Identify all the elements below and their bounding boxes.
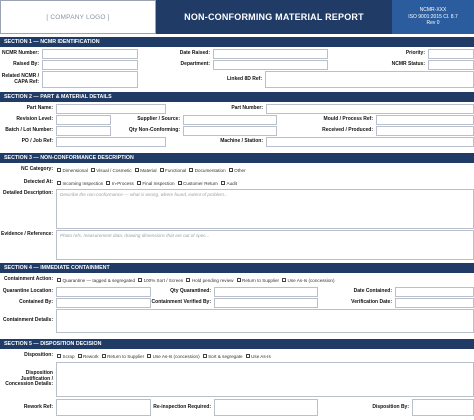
disposition-by-field[interactable] (412, 399, 474, 416)
reinspection-required-label: Re-inspection Required: (153, 403, 211, 410)
checkbox-icon (135, 168, 139, 172)
rework-ref-label: Rework Ref: (23, 403, 53, 410)
reinspection-required-field[interactable] (214, 399, 318, 416)
disposition-justification-field[interactable] (56, 362, 474, 397)
row-ncmr-number (0, 49, 474, 59)
received-produced-label: Received / Produced: (322, 127, 373, 134)
part-name-label: Part Name: (26, 105, 53, 112)
evidence-reference-field[interactable] (56, 230, 474, 260)
supplier-source-field[interactable] (183, 115, 277, 125)
detected-at-options (56, 178, 474, 188)
date-contained-label: Date Contained: (353, 288, 392, 295)
row-batch-lot (0, 126, 474, 136)
row-revision-level (0, 115, 474, 125)
containment-option-sort[interactable]: 100% Sort / Screen (138, 278, 183, 283)
checkbox-icon (237, 278, 241, 282)
revision: Rev 0 (426, 20, 440, 27)
row-raised-by (0, 60, 474, 70)
ncmr-status-field[interactable] (428, 60, 474, 70)
raised-by-label: Raised By: (13, 61, 39, 68)
received-produced-field[interactable] (376, 126, 474, 136)
nc-option-documentation[interactable]: Documentation (189, 168, 225, 173)
disposition-option-use-as-is-concession[interactable]: Use As-Is (concession) (147, 354, 199, 359)
part-name-field[interactable] (56, 104, 166, 114)
rework-ref-field[interactable] (56, 399, 151, 416)
ncmr-status-label: NCMR Status: (391, 61, 425, 68)
checkbox-icon (78, 354, 82, 358)
checkbox-icon (186, 278, 190, 282)
checkbox-icon (57, 181, 61, 185)
evidence-placeholder: Photo refs, measurement data, drawing dimensions that are out of spec... (60, 233, 210, 238)
containment-option-hold[interactable]: Hold pending review (186, 278, 233, 283)
checkbox-icon (137, 181, 141, 185)
nc-option-functional[interactable]: Functional (160, 168, 187, 173)
checkbox-icon (138, 278, 142, 282)
checkbox-icon (102, 354, 106, 358)
nc-option-visual[interactable]: Visual / Cosmetic (91, 168, 132, 173)
po-job-label: PO / Job Ref: (21, 138, 53, 145)
linked-8d-field[interactable] (265, 71, 474, 88)
row-rework-ref (0, 399, 474, 416)
checkbox-icon (57, 278, 61, 282)
checkbox-icon (106, 181, 110, 185)
department-field[interactable] (213, 60, 328, 70)
priority-label: Priority: (405, 50, 425, 57)
raised-by-field[interactable] (42, 60, 138, 70)
row-quarantine-location (0, 287, 474, 297)
row-part-name (0, 104, 474, 114)
iso-standard: ISO 9001:2015 Cl. 8.7 (408, 13, 458, 20)
qty-quarantined-field[interactable] (214, 287, 318, 297)
qty-quarantined-label: Qty Quarantined: (170, 288, 211, 295)
row-nc-category (0, 165, 474, 175)
mould-process-label: Mould / Process Ref: (323, 116, 373, 123)
revision-level-field[interactable] (56, 115, 111, 125)
date-raised-label: Date Raised: (179, 50, 210, 57)
qty-nonconforming-field[interactable] (183, 126, 277, 136)
quarantine-location-label: Quarantine Location: (2, 288, 53, 295)
row-po-job (0, 137, 474, 147)
checkbox-icon (229, 168, 233, 172)
detected-option-incoming[interactable]: Incoming Inspection (57, 181, 103, 186)
form-header (0, 0, 474, 34)
detailed-description-field[interactable] (56, 189, 474, 229)
part-number-field[interactable] (266, 104, 474, 114)
nc-option-dimensional[interactable]: Dimensional (57, 168, 88, 173)
containment-action-label: Containment Action: (4, 276, 53, 283)
row-containment-details (0, 309, 474, 333)
containment-option-quarantine[interactable]: Quarantine — tagged & segregated (57, 278, 135, 283)
checkbox-icon (57, 168, 61, 172)
machine-station-label: Machine / Station: (220, 138, 263, 145)
checkbox-icon (203, 354, 207, 358)
priority-field[interactable] (428, 49, 474, 59)
section-1-header: SECTION 1 — NCMR IDENTIFICATION (0, 37, 474, 47)
document-reference (392, 0, 474, 34)
related-ncmr-label: Related NCMR / CAPA Ref: (1, 72, 39, 85)
nc-option-material[interactable]: Material (135, 168, 157, 173)
detected-option-customer-return[interactable]: Customer Return (178, 181, 218, 186)
date-raised-field[interactable] (213, 49, 328, 59)
containment-details-label: Containment Details: (2, 317, 53, 324)
row-disposition (0, 351, 474, 361)
detected-option-final[interactable]: Final Inspection (137, 181, 175, 186)
verification-date-label: Verification Date: (351, 299, 392, 306)
revision-level-label: Revision Level: (16, 116, 53, 123)
row-evidence-reference (0, 230, 474, 260)
department-label: Department: (180, 61, 210, 68)
checkbox-icon (160, 168, 164, 172)
company-logo: [ COMPANY LOGO ] (0, 0, 156, 34)
evidence-reference-label: Evidence / Reference: (1, 231, 53, 237)
date-contained-field[interactable] (395, 287, 474, 297)
verification-date-field[interactable] (395, 298, 474, 308)
part-number-label: Part Number: (231, 105, 263, 112)
row-detailed-description (0, 189, 474, 229)
form-title: NON-CONFORMING MATERIAL REPORT (156, 0, 392, 34)
contained-by-label: Contained By: (19, 299, 53, 306)
detected-option-audit[interactable]: Audit (221, 181, 237, 186)
section-2-header: SECTION 2 — PART & MATERIAL DETAILS (0, 92, 474, 102)
disposition-option-scrap[interactable]: Scrap (57, 354, 75, 359)
contained-by-field[interactable] (56, 298, 151, 308)
supplier-source-label: Supplier / Source: (137, 116, 180, 123)
linked-8d-label: Linked 8D Ref: (226, 75, 262, 82)
machine-station-field[interactable] (266, 137, 474, 147)
nc-category-label: NC Category: (21, 166, 53, 173)
detected-at-label: Detected At: (23, 179, 53, 186)
nc-option-other[interactable]: Other (229, 168, 246, 173)
checkbox-icon (189, 168, 193, 172)
disposition-option-rework[interactable]: Rework (78, 354, 99, 359)
section-3-header: SECTION 3 — NON-CONFORMANCE DESCRIPTION (0, 153, 474, 163)
row-related-ncmr (0, 71, 474, 88)
ncmr-number-label: NCMR Number: (2, 50, 39, 57)
disposition-by-label: Disposition By: (372, 403, 409, 410)
disposition-option-sort[interactable]: Sort & segregate (203, 354, 243, 359)
checkbox-icon (282, 278, 286, 282)
related-ncmr-field[interactable] (42, 71, 138, 88)
disposition-options (56, 351, 474, 361)
po-job-field[interactable] (56, 137, 166, 147)
batch-lot-label: Batch / Lot Number: (5, 127, 53, 134)
checkbox-icon (57, 354, 61, 358)
detected-option-in-process[interactable]: In-Process (106, 181, 133, 186)
disposition-justification-label: Disposition Justification / Concession Details: (5, 370, 53, 388)
disposition-option-return[interactable]: Return to Supplier (102, 354, 145, 359)
description-placeholder: Describe the non-conformance — what is wrong, where found, extent of problem... (60, 192, 228, 197)
containment-details-field[interactable] (56, 309, 474, 333)
section-4-header: SECTION 4 — IMMEDIATE CONTAINMENT (0, 263, 474, 273)
containment-verified-by-label: Containment Verified By: (151, 299, 211, 306)
checkbox-icon (246, 354, 250, 358)
qty-nonconforming-label: Qty Non-Conforming: (128, 127, 180, 134)
batch-lot-field[interactable] (56, 126, 111, 136)
mould-process-field[interactable] (376, 115, 474, 125)
checkbox-icon (91, 168, 95, 172)
containment-option-return[interactable]: Return to Supplier (237, 278, 280, 283)
row-disposition-justification (0, 362, 474, 397)
row-detected-at (0, 178, 474, 188)
section-5-header: SECTION 5 — DISPOSITION DECISION (0, 339, 474, 349)
checkbox-icon (221, 181, 225, 185)
ncmr-number-field[interactable] (42, 49, 138, 59)
document-number: NCMR-XXX (419, 7, 447, 14)
checkbox-icon (178, 181, 182, 185)
containment-option-use-as-is[interactable]: Use As-Is (concession) (282, 278, 334, 283)
nc-category-options (56, 165, 474, 175)
row-contained-by (0, 298, 474, 308)
containment-action-options (56, 275, 474, 285)
containment-verified-by-field[interactable] (214, 298, 318, 308)
disposition-option-use-as-is[interactable]: Use As-Is (246, 354, 271, 359)
row-containment-action (0, 275, 474, 285)
detailed-description-label: Detailed Description: (2, 190, 53, 196)
quarantine-location-field[interactable] (56, 287, 151, 297)
disposition-label: Disposition: (24, 352, 53, 359)
checkbox-icon (147, 354, 151, 358)
